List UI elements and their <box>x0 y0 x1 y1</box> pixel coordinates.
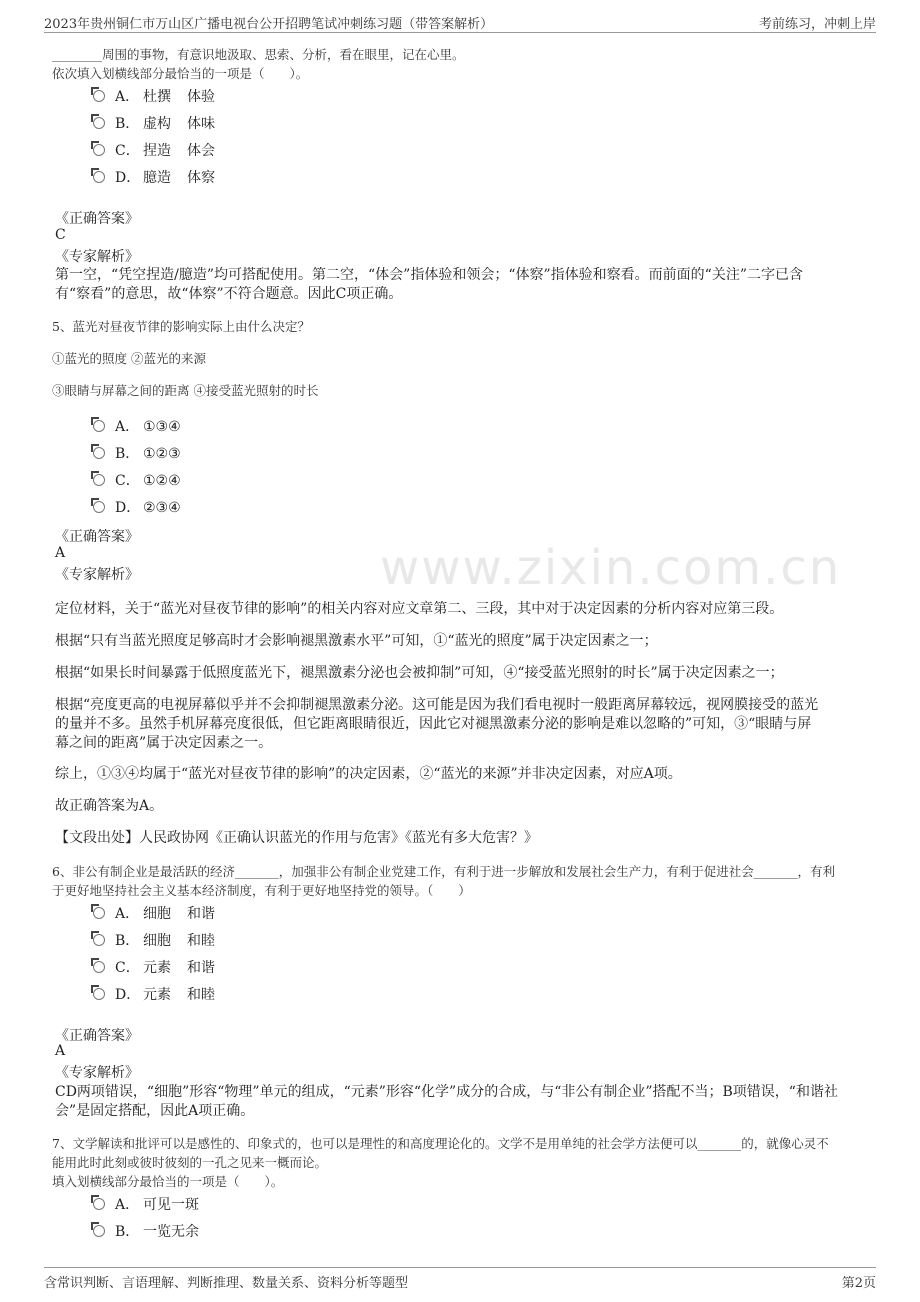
radio-icon[interactable] <box>93 988 105 1000</box>
q6-answer: A <box>55 1043 66 1059</box>
q7-stem-line1: 7、文学解读和批评可以是感性的、印象式的，也可以是理性的和高度理论化的。文学不是用单纯的社会学方法便可以_______的，就像心灵不 <box>52 1136 829 1151</box>
radio-icon[interactable] <box>93 501 105 513</box>
q4-stem-line: ________周围的事物，有意识地汲取、思索、分析，看在眼里，记在心里。 <box>52 47 465 62</box>
q5-analysis-p1: 定位材料，关于“蓝光对昼夜节律的影响”的相关内容对应文章第二、三段，其中对于决定因素的分析内容对应第三段。 <box>55 601 784 617</box>
q4-answer-label: 《正确答案》 <box>55 211 139 227</box>
radio-icon[interactable] <box>93 907 105 919</box>
q4-option-a[interactable]: A． 杜撰 体验 <box>93 86 231 106</box>
q5-analysis-p5: 综上，①③④均属于“蓝光对昼夜节律的影响”的决定因素，②“蓝光的来源”并非决定因素，对应A项。 <box>55 766 682 782</box>
q6-option-c[interactable]: C． 元素 和谐 <box>93 957 231 977</box>
q4-answer: C <box>55 227 66 243</box>
q4-option-b[interactable]: B． 虚构 体味 <box>93 113 231 133</box>
watermark: www.zixin.com.cn <box>380 540 842 596</box>
q5-answer-label: 《正确答案》 <box>55 529 139 545</box>
q4-analysis-label: 《专家解析》 <box>55 249 139 265</box>
q5-analysis-p4-line2: 的量并不多。虽然手机屏幕亮度很低，但它距离眼睛很近，因此它对褪黑激素分泌的影响是难以忽略的”可知，③“眼睛与屏 <box>55 716 812 732</box>
q5-analysis-p6: 故正确答案为A。 <box>55 798 164 814</box>
q6-stem-line2: 于更好地坚持社会主义基本经济制度，有利于更好地坚持党的领导。（ ） <box>52 883 471 898</box>
radio-icon[interactable] <box>93 420 105 432</box>
q5-analysis-p4-line1: 根据“亮度更高的电视屏幕似乎并不会抑制褪黑激素分泌。这可能是因为我们看电视时一般距离屏幕较远，视网膜接受的蓝光 <box>55 697 819 713</box>
q5-stem: 5、蓝光对昼夜节律的影响实际上由什么决定？ <box>52 319 310 334</box>
radio-icon[interactable] <box>93 144 105 156</box>
radio-icon[interactable] <box>93 961 105 973</box>
q7-option-b[interactable]: B． 一览无余 <box>93 1221 215 1241</box>
q6-option-a[interactable]: A． 细胞 和谐 <box>93 903 231 923</box>
q5-analysis-p3: 根据“如果长时间暴露于低照度蓝光下，褪黑激素分泌也会被抑制”可知，④“接受蓝光照射的时长”属于决定因素之一； <box>55 665 784 681</box>
q7-stem-line2: 能用此时此刻或彼时彼刻的一孔之见来一概而论。 <box>52 1155 328 1170</box>
q5-option-c[interactable]: C． ①②④ <box>93 470 197 490</box>
q5-analysis-p2: 根据“只有当蓝光照度足够高时才会影响褪黑激素水平”可知，①“蓝光的照度”属于决定因素之一； <box>55 633 658 649</box>
page-number: 第2页 <box>841 1276 876 1291</box>
q4-option-d[interactable]: D． 臆造 体察 <box>93 167 231 187</box>
document-title: 2023年贵州铜仁市万山区广播电视台公开招聘笔试冲刺练习题（带答案解析） <box>44 17 494 32</box>
q5-analysis-p4-line3: 幕之间的距离”属于决定因素之一。 <box>55 735 273 751</box>
q5-item-2: ③眼睛与屏幕之间的距离 ④接受蓝光照射的时长 <box>52 383 319 398</box>
radio-icon[interactable] <box>93 90 105 102</box>
radio-icon[interactable] <box>93 171 105 183</box>
page-header <box>44 10 876 33</box>
footer-subjects: 含常识判断、言语理解、判断推理、数量关系、资料分析等题型 <box>44 1276 409 1291</box>
q5-answer: A <box>55 545 66 561</box>
q5-option-a[interactable]: A． ①③④ <box>93 416 197 436</box>
q6-analysis-label: 《专家解析》 <box>55 1065 139 1081</box>
radio-icon[interactable] <box>93 934 105 946</box>
q5-analysis-label: 《专家解析》 <box>55 567 139 583</box>
header-tagline: 考前练习，冲刺上岸 <box>758 17 876 32</box>
q6-analysis-line1: CD两项错误，“细胞”形容“物理”单元的组成，“元素”形容“化学”成分的合成，与“非公有制企业”搭配不当；B项错误，“和谐社 <box>55 1084 838 1100</box>
q6-stem-line1: 6、非公有制企业是最活跃的经济_______，加强非公有制企业党建工作，有利于进一步解放和发展社会生产力，有利于促进社会_______，有利 <box>52 864 835 879</box>
radio-icon[interactable] <box>93 447 105 459</box>
q7-instruction: 填入划横线部分最恰当的一项是（ ）。 <box>52 1174 284 1189</box>
q6-analysis-line2: 会”是固定搭配，因此A项正确。 <box>55 1103 255 1119</box>
page-footer <box>44 1267 876 1290</box>
q6-answer-label: 《正确答案》 <box>55 1028 139 1044</box>
radio-icon[interactable] <box>93 1225 105 1237</box>
q4-analysis-line1: 第一空，“凭空捏造/臆造”均可搭配使用。第二空，“体会”指体验和领会；“体察”指体验和察看。而前面的“关注”二字已含 <box>55 267 803 283</box>
q5-source: 【文段出处】人民政协网《正确认识蓝光的作用与危害》《蓝光有多大危害？》 <box>55 830 538 846</box>
radio-icon[interactable] <box>93 474 105 486</box>
q6-option-d[interactable]: D． 元素 和睦 <box>93 984 231 1004</box>
q6-option-b[interactable]: B． 细胞 和睦 <box>93 930 231 950</box>
q5-option-b[interactable]: B． ①②③ <box>93 443 197 463</box>
q5-option-d[interactable]: D． ②③④ <box>93 497 197 517</box>
q4-analysis-line2: 有“察看”的意思，故“体察”不符合题意。因此C项正确。 <box>55 286 403 302</box>
q7-option-a[interactable]: A． 可见一斑 <box>93 1194 215 1214</box>
q4-option-c[interactable]: C． 捏造 体会 <box>93 140 231 160</box>
q5-item-1: ①蓝光的照度 ②蓝光的来源 <box>52 351 206 366</box>
q4-instruction: 依次填入划横线部分最恰当的一项是（ ）。 <box>52 66 309 81</box>
radio-icon[interactable] <box>93 117 105 129</box>
radio-icon[interactable] <box>93 1198 105 1210</box>
